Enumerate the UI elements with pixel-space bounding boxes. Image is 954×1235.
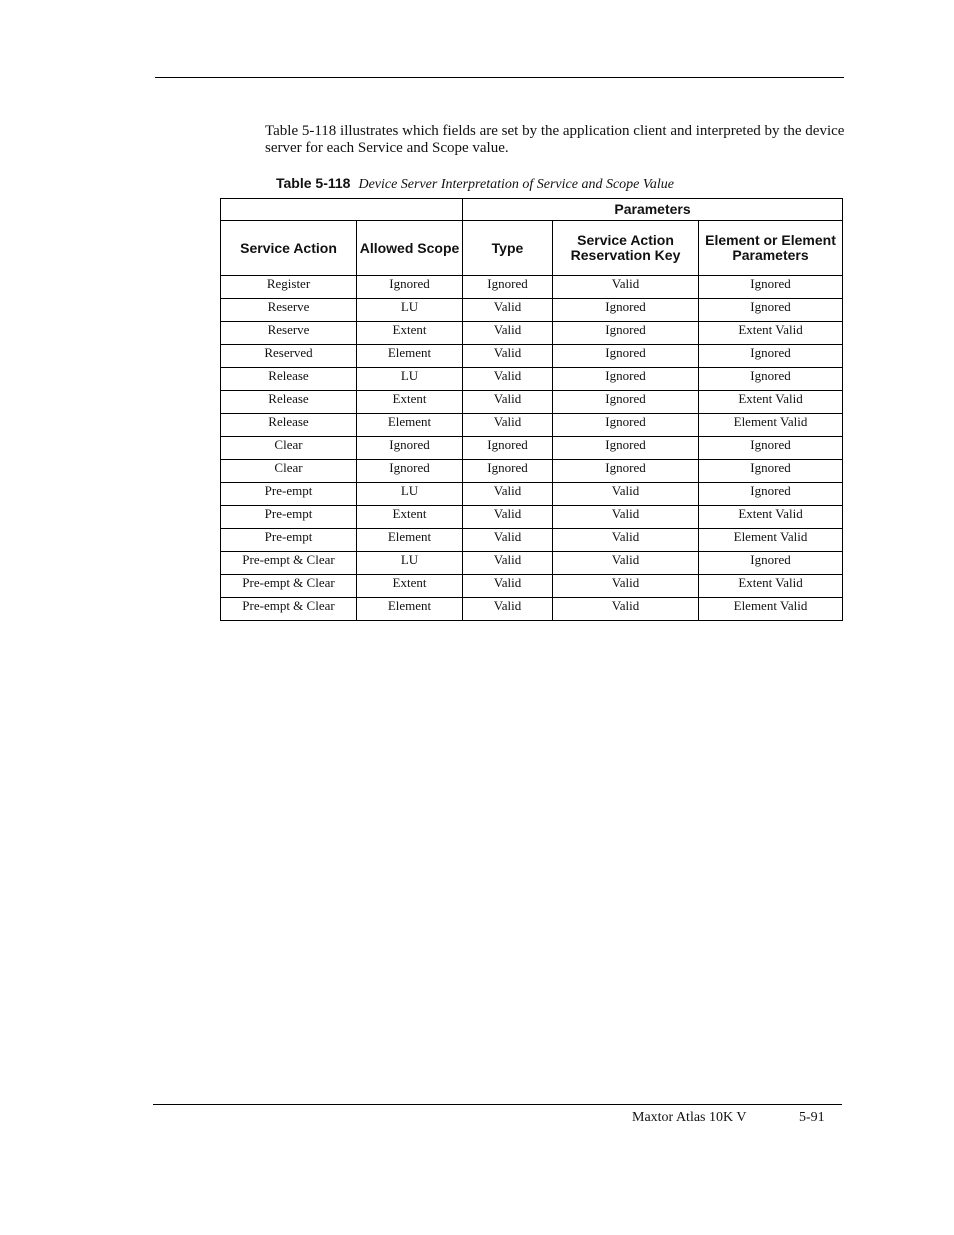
- table-row: [221, 437, 843, 460]
- cell-type: Valid: [463, 483, 553, 506]
- cell-element-parameters: Element Valid: [699, 598, 843, 621]
- table-row: [221, 552, 843, 575]
- cell-allowed-scope: Element: [357, 529, 463, 552]
- table-row: [221, 483, 843, 506]
- cell-type: Valid: [463, 598, 553, 621]
- cell-element-parameters: Element Valid: [699, 414, 843, 437]
- column-header-type: Type: [463, 221, 553, 276]
- table-row: [221, 368, 843, 391]
- table-row: [221, 414, 843, 437]
- table-row: [221, 391, 843, 414]
- cell-type: Ignored: [463, 276, 553, 299]
- cell-reservation-key: Ignored: [553, 437, 699, 460]
- cell-allowed-scope: LU: [357, 368, 463, 391]
- cell-element-parameters: Extent Valid: [699, 506, 843, 529]
- cell-allowed-scope: Element: [357, 598, 463, 621]
- cell-reservation-key: Valid: [553, 483, 699, 506]
- cell-allowed-scope: LU: [357, 483, 463, 506]
- table-row: [221, 575, 843, 598]
- cell-type: Ignored: [463, 437, 553, 460]
- column-header-allowed-scope: Allowed Scope: [357, 221, 463, 276]
- table-row: [221, 299, 843, 322]
- table-row: [221, 506, 843, 529]
- column-header-reservation-key: Service Action Reservation Key: [553, 221, 699, 276]
- cell-service-action: Pre-empt: [221, 483, 357, 506]
- cell-reservation-key: Ignored: [553, 391, 699, 414]
- cell-allowed-scope: Extent: [357, 322, 463, 345]
- cell-service-action: Pre-empt & Clear: [221, 598, 357, 621]
- cell-element-parameters: Ignored: [699, 437, 843, 460]
- cell-service-action: Clear: [221, 460, 357, 483]
- service-scope-table: [220, 198, 843, 621]
- cell-service-action: Release: [221, 391, 357, 414]
- cell-allowed-scope: Ignored: [357, 276, 463, 299]
- cell-allowed-scope: LU: [357, 552, 463, 575]
- cell-reservation-key: Valid: [553, 575, 699, 598]
- cell-type: Valid: [463, 299, 553, 322]
- cell-element-parameters: Ignored: [699, 345, 843, 368]
- column-header-element-parameters: Element or Element Parameters: [699, 221, 843, 276]
- cell-reservation-key: Valid: [553, 598, 699, 621]
- table-caption: [276, 175, 674, 193]
- table-caption-title: Device Server Interpretation of Service and Scope Value: [358, 177, 674, 192]
- cell-service-action: Reserve: [221, 299, 357, 322]
- cell-element-parameters: Extent Valid: [699, 575, 843, 598]
- cell-reservation-key: Valid: [553, 276, 699, 299]
- cell-allowed-scope: Ignored: [357, 437, 463, 460]
- cell-allowed-scope: Ignored: [357, 460, 463, 483]
- cell-type: Valid: [463, 391, 553, 414]
- cell-allowed-scope: Extent: [357, 575, 463, 598]
- intro-paragraph: Table 5-118 illustrates which fields are set by the application client and interpreted by the device server for each Service and Scope value.: [265, 123, 845, 156]
- footer-rule: [153, 1104, 842, 1105]
- footer-document-title: Maxtor Atlas 10K V: [632, 1110, 747, 1125]
- cell-element-parameters: Ignored: [699, 552, 843, 575]
- cell-type: Valid: [463, 506, 553, 529]
- table-row: [221, 598, 843, 621]
- cell-type: Valid: [463, 414, 553, 437]
- cell-allowed-scope: Element: [357, 345, 463, 368]
- parameters-group-header: Parameters: [463, 199, 843, 221]
- cell-type: Valid: [463, 368, 553, 391]
- cell-type: Valid: [463, 552, 553, 575]
- table-body: [221, 276, 843, 621]
- cell-service-action: Clear: [221, 437, 357, 460]
- cell-element-parameters: Ignored: [699, 460, 843, 483]
- cell-service-action: Release: [221, 414, 357, 437]
- cell-type: Valid: [463, 322, 553, 345]
- cell-element-parameters: Ignored: [699, 483, 843, 506]
- cell-allowed-scope: Element: [357, 414, 463, 437]
- table-caption-number: Table 5-118: [276, 175, 351, 191]
- column-header-service-action: Service Action: [221, 221, 357, 276]
- header-rule: [155, 77, 844, 78]
- cell-service-action: Pre-empt: [221, 506, 357, 529]
- table-row: [221, 345, 843, 368]
- cell-element-parameters: Element Valid: [699, 529, 843, 552]
- cell-service-action: Pre-empt & Clear: [221, 552, 357, 575]
- cell-reservation-key: Valid: [553, 552, 699, 575]
- cell-reservation-key: Ignored: [553, 460, 699, 483]
- cell-type: Valid: [463, 345, 553, 368]
- cell-reservation-key: Valid: [553, 529, 699, 552]
- cell-reservation-key: Ignored: [553, 299, 699, 322]
- cell-allowed-scope: LU: [357, 299, 463, 322]
- cell-reservation-key: Ignored: [553, 322, 699, 345]
- footer-page-number: 5-91: [799, 1110, 825, 1125]
- cell-element-parameters: Ignored: [699, 299, 843, 322]
- cell-element-parameters: Extent Valid: [699, 322, 843, 345]
- cell-type: Ignored: [463, 460, 553, 483]
- cell-element-parameters: Extent Valid: [699, 391, 843, 414]
- table-row: [221, 322, 843, 345]
- cell-element-parameters: Ignored: [699, 276, 843, 299]
- cell-service-action: Pre-empt: [221, 529, 357, 552]
- cell-reservation-key: Ignored: [553, 414, 699, 437]
- cell-allowed-scope: Extent: [357, 391, 463, 414]
- table-row: [221, 276, 843, 299]
- table-row: [221, 529, 843, 552]
- cell-type: Valid: [463, 575, 553, 598]
- cell-reservation-key: Valid: [553, 506, 699, 529]
- cell-service-action: Reserve: [221, 322, 357, 345]
- cell-allowed-scope: Extent: [357, 506, 463, 529]
- cell-service-action: Register: [221, 276, 357, 299]
- cell-element-parameters: Ignored: [699, 368, 843, 391]
- cell-reservation-key: Ignored: [553, 345, 699, 368]
- cell-service-action: Release: [221, 368, 357, 391]
- header-blank-cell: [221, 199, 463, 221]
- cell-service-action: Reserved: [221, 345, 357, 368]
- table-row: [221, 460, 843, 483]
- cell-reservation-key: Ignored: [553, 368, 699, 391]
- cell-service-action: Pre-empt & Clear: [221, 575, 357, 598]
- cell-type: Valid: [463, 529, 553, 552]
